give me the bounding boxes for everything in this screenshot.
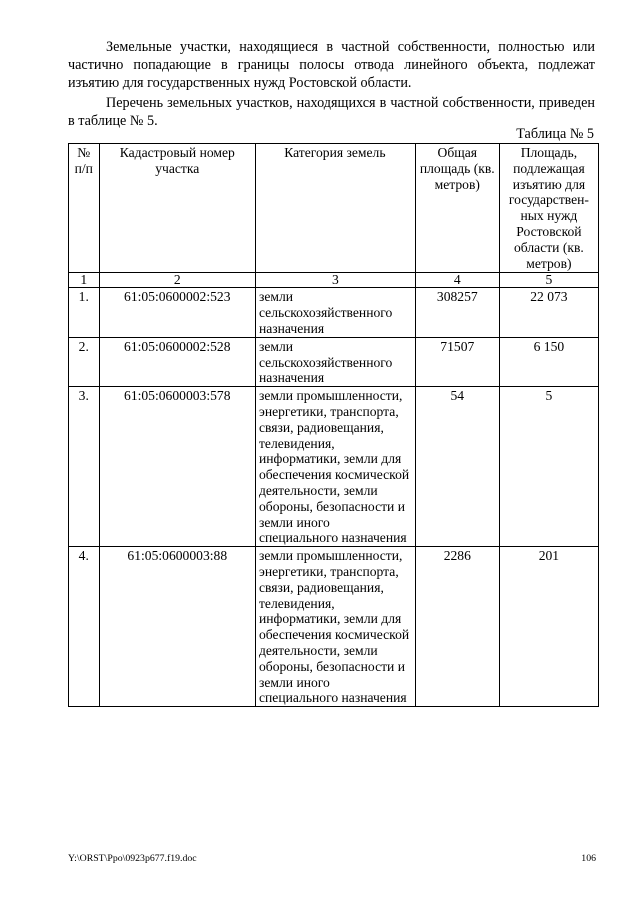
table-row bbox=[69, 337, 599, 386]
table-row bbox=[69, 547, 599, 707]
land-category: земли сельскохозяйственного назначения bbox=[255, 288, 415, 337]
table-row bbox=[69, 288, 599, 337]
column-number: 3 bbox=[255, 273, 415, 288]
cadastral-number: 61:05:0600003:578 bbox=[99, 387, 255, 547]
land-category: земли сельскохозяйственного назначения bbox=[255, 337, 415, 386]
column-number: 1 bbox=[69, 273, 100, 288]
header-number: № п/п bbox=[69, 144, 100, 273]
footer-file-path: Y:\ORST\Ppo\0923p677.f19.doc bbox=[68, 853, 197, 864]
column-number: 5 bbox=[499, 273, 598, 288]
land-plots-table bbox=[68, 143, 599, 707]
row-number: 1. bbox=[69, 288, 100, 337]
column-number: 2 bbox=[99, 273, 255, 288]
column-number-row bbox=[69, 273, 599, 288]
cadastral-number: 61:05:0600003:88 bbox=[99, 547, 255, 707]
withdrawal-area: 201 bbox=[499, 547, 598, 707]
total-area: 308257 bbox=[415, 288, 499, 337]
table-row bbox=[69, 387, 599, 547]
withdrawal-area: 6 150 bbox=[499, 337, 598, 386]
table-reference-paragraph: Перечень земельных участков, находящихся в частной собственности, приведен в таблице № 5. bbox=[68, 95, 595, 129]
column-number: 4 bbox=[415, 273, 499, 288]
table-caption: Таблица № 5 bbox=[516, 126, 594, 142]
withdrawal-area: 5 bbox=[499, 387, 598, 547]
header-withdrawal-area: Площадь, подлежащая изъятию для государствен-ных нужд Ростовской области (кв. метров) bbox=[499, 144, 598, 273]
land-category: земли промышленности, энергетики, транспорта, связи, радиовещания, телевидения, информатики, земли для обеспечения космической деятельности, земли обороны, безопасности и земли иного специального назначения bbox=[255, 387, 415, 547]
cadastral-number: 61:05:0600002:523 bbox=[99, 288, 255, 337]
row-number: 4. bbox=[69, 547, 100, 707]
land-category: земли промышленности, энергетики, транспорта, связи, радиовещания, телевидения, информатики, земли для обеспечения космической деятельности, земли обороны, безопасности и земли иного специального назначения bbox=[255, 547, 415, 707]
header-total-area: Общая площадь (кв. метров) bbox=[415, 144, 499, 273]
row-number: 3. bbox=[69, 387, 100, 547]
row-number: 2. bbox=[69, 337, 100, 386]
withdrawal-area: 22 073 bbox=[499, 288, 598, 337]
table-header-row bbox=[69, 144, 599, 273]
header-cadastral-number: Кадастровый номер участка bbox=[99, 144, 255, 273]
total-area: 2286 bbox=[415, 547, 499, 707]
total-area: 54 bbox=[415, 387, 499, 547]
footer-page-number: 106 bbox=[581, 853, 596, 864]
header-land-category: Категория земель bbox=[255, 144, 415, 273]
cadastral-number: 61:05:0600002:528 bbox=[99, 337, 255, 386]
intro-paragraph: Земельные участки, находящиеся в частной собственности, полностью или частично попадающие в границы полосы отвода линейного объекта, подлежат изъятию для государственных нужд Ростовской области. bbox=[68, 39, 595, 91]
total-area: 71507 bbox=[415, 337, 499, 386]
